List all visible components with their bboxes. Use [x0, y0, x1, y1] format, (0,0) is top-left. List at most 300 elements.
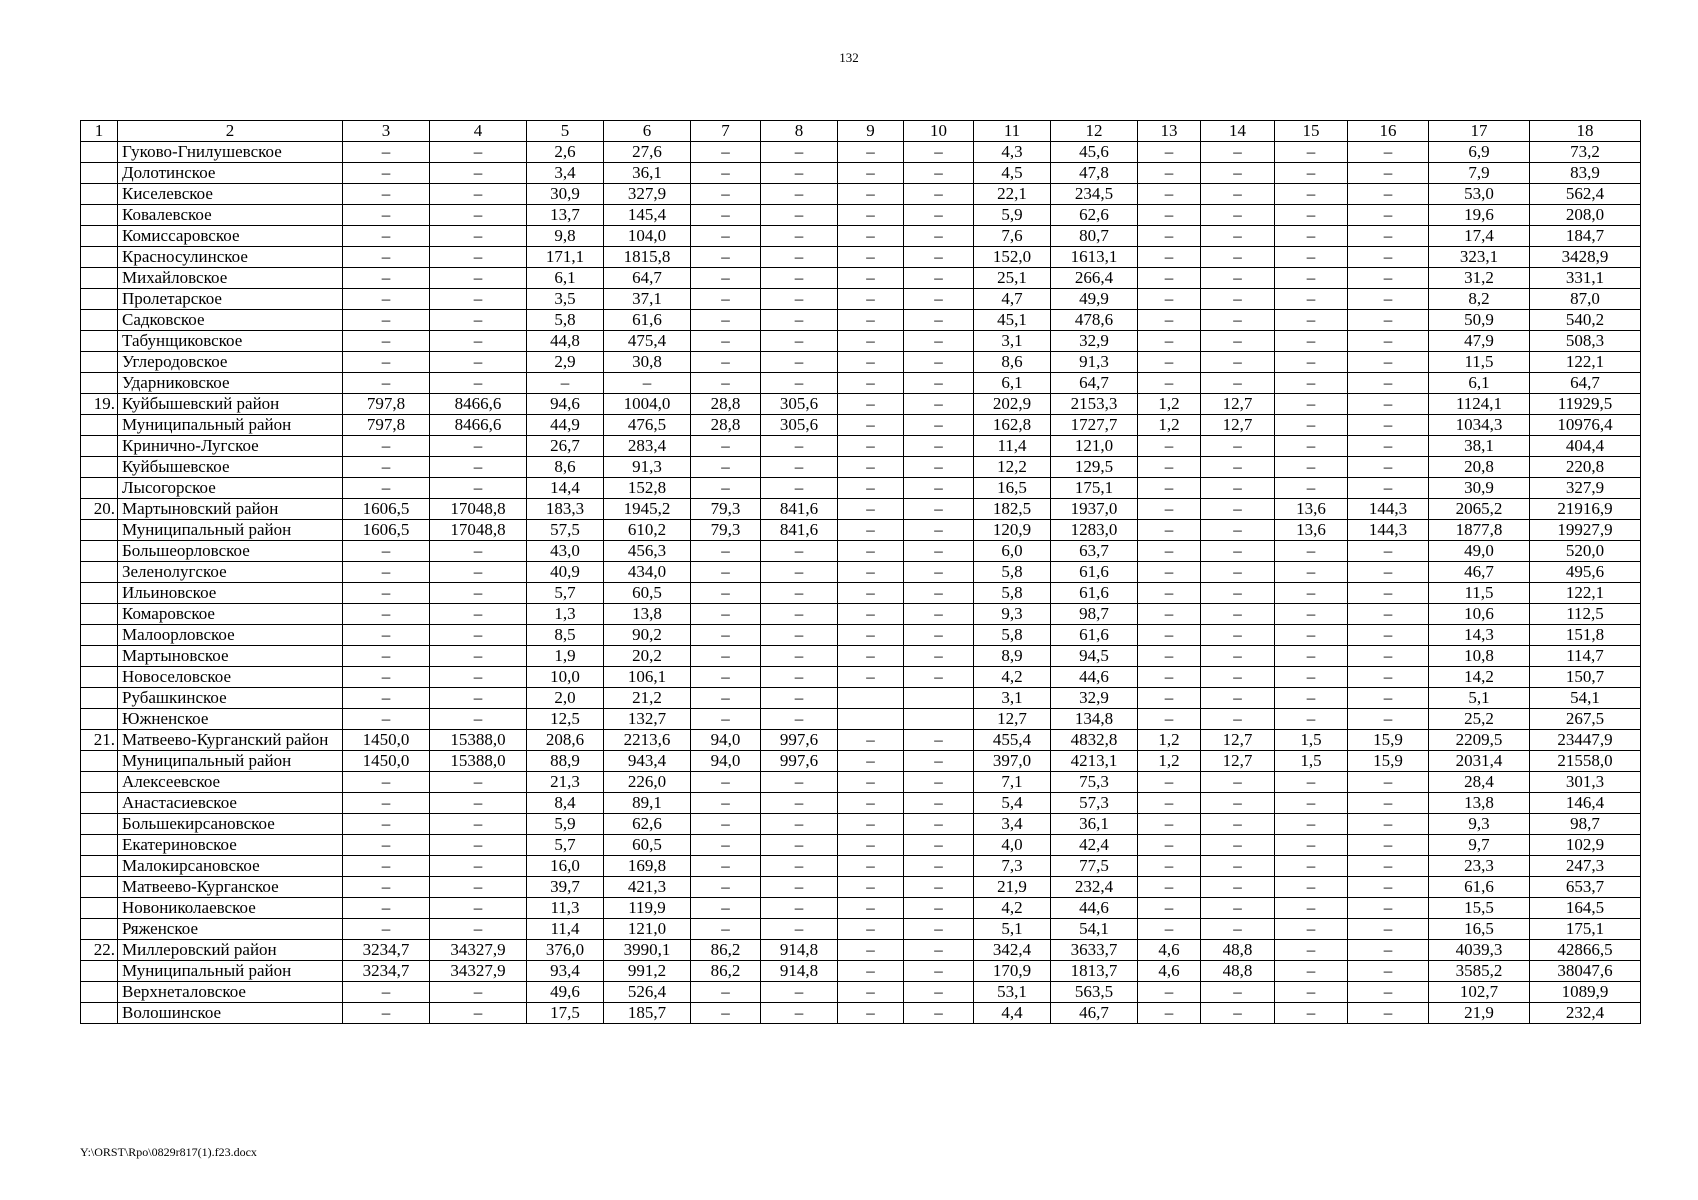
value-cell-col-10: – [904, 1003, 974, 1024]
value-cell-col-15: – [1275, 436, 1348, 457]
row-number-cell [81, 373, 118, 394]
value-cell-col-7: 86,2 [691, 940, 761, 961]
value-cell-col-17: 38,1 [1429, 436, 1530, 457]
value-cell-col-14: – [1201, 373, 1275, 394]
table-row [81, 268, 1641, 289]
value-cell-col-8: – [761, 709, 838, 730]
value-cell-col-8: – [761, 1003, 838, 1024]
row-number-cell: 20. [81, 499, 118, 520]
value-cell-col-13: – [1138, 562, 1201, 583]
value-cell-col-8: 305,6 [761, 415, 838, 436]
value-cell-col-17: 3585,2 [1429, 961, 1530, 982]
value-cell-col-10: – [904, 184, 974, 205]
value-cell-col-16: – [1348, 646, 1429, 667]
table-row [81, 940, 1641, 961]
value-cell-col-14: – [1201, 226, 1275, 247]
value-cell-col-14: 12,7 [1201, 415, 1275, 436]
value-cell-col-11: 8,6 [974, 352, 1051, 373]
value-cell-col-12: 44,6 [1051, 898, 1138, 919]
value-cell-col-4: 15388,0 [430, 730, 527, 751]
value-cell-col-10: – [904, 478, 974, 499]
row-name-cell: Рубашкинское [118, 688, 343, 709]
value-cell-col-8: – [761, 478, 838, 499]
value-cell-col-9: – [838, 877, 904, 898]
value-cell-col-13: – [1138, 646, 1201, 667]
value-cell-col-11: 7,3 [974, 856, 1051, 877]
table-row [81, 373, 1641, 394]
value-cell-col-3: – [343, 205, 430, 226]
value-cell-col-18: 232,4 [1530, 1003, 1641, 1024]
value-cell-col-7: – [691, 583, 761, 604]
value-cell-col-3: – [343, 604, 430, 625]
value-cell-col-6: 27,6 [604, 142, 691, 163]
value-cell-col-8: – [761, 142, 838, 163]
value-cell-col-16: – [1348, 856, 1429, 877]
value-cell-col-3: – [343, 667, 430, 688]
value-cell-col-13: – [1138, 793, 1201, 814]
value-cell-col-12: 1813,7 [1051, 961, 1138, 982]
row-number-cell [81, 457, 118, 478]
value-cell-col-17: 53,0 [1429, 184, 1530, 205]
row-name-cell: Ковалевское [118, 205, 343, 226]
row-name-cell: Южненское [118, 709, 343, 730]
value-cell-col-10: – [904, 667, 974, 688]
value-cell-col-4: 8466,6 [430, 394, 527, 415]
value-cell-col-9: – [838, 415, 904, 436]
value-cell-col-13: – [1138, 604, 1201, 625]
table-row [81, 541, 1641, 562]
value-cell-col-15: – [1275, 373, 1348, 394]
value-cell-col-8: – [761, 772, 838, 793]
value-cell-col-18: 114,7 [1530, 646, 1641, 667]
value-cell-col-16: – [1348, 940, 1429, 961]
row-name-cell: Ряженское [118, 919, 343, 940]
value-cell-col-8: – [761, 331, 838, 352]
value-cell-col-7: 86,2 [691, 961, 761, 982]
value-cell-col-12: 91,3 [1051, 352, 1138, 373]
value-cell-col-10: – [904, 352, 974, 373]
value-cell-col-10: – [904, 982, 974, 1003]
row-number-cell [81, 268, 118, 289]
row-name-cell: Комаровское [118, 604, 343, 625]
value-cell-col-10: – [904, 730, 974, 751]
value-cell-col-10: – [904, 814, 974, 835]
value-cell-col-6: 20,2 [604, 646, 691, 667]
value-cell-col-11: 170,9 [974, 961, 1051, 982]
value-cell-col-16: – [1348, 184, 1429, 205]
row-number-cell [81, 667, 118, 688]
value-cell-col-5: 30,9 [527, 184, 604, 205]
column-header-10: 10 [904, 121, 974, 142]
value-cell-col-18: 150,7 [1530, 667, 1641, 688]
value-cell-col-16: – [1348, 457, 1429, 478]
column-header-6: 6 [604, 121, 691, 142]
value-cell-col-11: 5,8 [974, 583, 1051, 604]
value-cell-col-3: – [343, 793, 430, 814]
value-cell-col-12: 3633,7 [1051, 940, 1138, 961]
value-cell-col-10: – [904, 268, 974, 289]
value-cell-col-9 [838, 688, 904, 709]
header-row [81, 121, 1641, 142]
value-cell-col-13: 1,2 [1138, 394, 1201, 415]
value-cell-col-18: 3428,9 [1530, 247, 1641, 268]
value-cell-col-8: 997,6 [761, 730, 838, 751]
value-cell-col-8: – [761, 814, 838, 835]
value-cell-col-4: 34327,9 [430, 961, 527, 982]
value-cell-col-18: 38047,6 [1530, 961, 1641, 982]
value-cell-col-6: 169,8 [604, 856, 691, 877]
row-name-cell: Большеорловское [118, 541, 343, 562]
value-cell-col-13: – [1138, 268, 1201, 289]
table-row [81, 184, 1641, 205]
row-number-cell [81, 625, 118, 646]
value-cell-col-16: – [1348, 331, 1429, 352]
value-cell-col-15: – [1275, 394, 1348, 415]
value-cell-col-18: 112,5 [1530, 604, 1641, 625]
value-cell-col-5: 39,7 [527, 877, 604, 898]
value-cell-col-17: 15,5 [1429, 898, 1530, 919]
value-cell-col-10: – [904, 205, 974, 226]
value-cell-col-14: – [1201, 877, 1275, 898]
value-cell-col-4: – [430, 247, 527, 268]
value-cell-col-6: 1945,2 [604, 499, 691, 520]
value-cell-col-10: – [904, 415, 974, 436]
value-cell-col-18: 208,0 [1530, 205, 1641, 226]
value-cell-col-17: 10,6 [1429, 604, 1530, 625]
table-row [81, 898, 1641, 919]
value-cell-col-11: 120,9 [974, 520, 1051, 541]
row-number-cell [81, 877, 118, 898]
value-cell-col-15: – [1275, 478, 1348, 499]
value-cell-col-4: – [430, 646, 527, 667]
value-cell-col-13: – [1138, 1003, 1201, 1024]
value-cell-col-16: – [1348, 289, 1429, 310]
value-cell-col-12: 42,4 [1051, 835, 1138, 856]
value-cell-col-6: 60,5 [604, 835, 691, 856]
value-cell-col-8: – [761, 226, 838, 247]
value-cell-col-9: – [838, 730, 904, 751]
value-cell-col-16: – [1348, 373, 1429, 394]
value-cell-col-11: 12,7 [974, 709, 1051, 730]
data-table [80, 120, 1641, 1024]
value-cell-col-14: – [1201, 856, 1275, 877]
row-name-cell: Табунщиковское [118, 331, 343, 352]
value-cell-col-8: – [761, 604, 838, 625]
value-cell-col-16: – [1348, 772, 1429, 793]
value-cell-col-4: – [430, 352, 527, 373]
value-cell-col-17: 47,9 [1429, 331, 1530, 352]
value-cell-col-8: – [761, 184, 838, 205]
value-cell-col-7: – [691, 919, 761, 940]
value-cell-col-8: – [761, 562, 838, 583]
value-cell-col-10: – [904, 751, 974, 772]
value-cell-col-3: – [343, 268, 430, 289]
row-name-cell: Алексеевское [118, 772, 343, 793]
value-cell-col-17: 9,3 [1429, 814, 1530, 835]
value-cell-col-15: – [1275, 709, 1348, 730]
value-cell-col-10: – [904, 835, 974, 856]
value-cell-col-11: 7,6 [974, 226, 1051, 247]
column-header-2: 2 [118, 121, 343, 142]
value-cell-col-18: 404,4 [1530, 436, 1641, 457]
value-cell-col-9: – [838, 646, 904, 667]
value-cell-col-15: – [1275, 142, 1348, 163]
value-cell-col-10: – [904, 604, 974, 625]
value-cell-col-13: – [1138, 499, 1201, 520]
value-cell-col-8: – [761, 898, 838, 919]
value-cell-col-16: – [1348, 961, 1429, 982]
value-cell-col-15: – [1275, 898, 1348, 919]
value-cell-col-6: 226,0 [604, 772, 691, 793]
value-cell-col-10: – [904, 499, 974, 520]
value-cell-col-9: – [838, 247, 904, 268]
value-cell-col-4: 34327,9 [430, 940, 527, 961]
row-name-cell: Муниципальный район [118, 751, 343, 772]
row-number-cell [81, 562, 118, 583]
value-cell-col-5: 8,5 [527, 625, 604, 646]
value-cell-col-9: – [838, 898, 904, 919]
value-cell-col-10: – [904, 793, 974, 814]
value-cell-col-7: – [691, 541, 761, 562]
value-cell-col-14: – [1201, 499, 1275, 520]
value-cell-col-4: – [430, 163, 527, 184]
row-name-cell: Киселевское [118, 184, 343, 205]
value-cell-col-18: 151,8 [1530, 625, 1641, 646]
value-cell-col-5: 44,8 [527, 331, 604, 352]
value-cell-col-5: 40,9 [527, 562, 604, 583]
row-number-cell [81, 478, 118, 499]
value-cell-col-17: 19,6 [1429, 205, 1530, 226]
value-cell-col-17: 46,7 [1429, 562, 1530, 583]
value-cell-col-13: – [1138, 478, 1201, 499]
value-cell-col-13: – [1138, 982, 1201, 1003]
value-cell-col-12: 61,6 [1051, 625, 1138, 646]
value-cell-col-9: – [838, 520, 904, 541]
value-cell-col-14: – [1201, 142, 1275, 163]
value-cell-col-16: 15,9 [1348, 751, 1429, 772]
value-cell-col-13: – [1138, 310, 1201, 331]
table-row [81, 646, 1641, 667]
row-number-cell [81, 814, 118, 835]
value-cell-col-14: – [1201, 352, 1275, 373]
value-cell-col-12: 61,6 [1051, 583, 1138, 604]
value-cell-col-15: 1,5 [1275, 730, 1348, 751]
row-name-cell: Анастасиевское [118, 793, 343, 814]
value-cell-col-5: 183,3 [527, 499, 604, 520]
value-cell-col-7: – [691, 352, 761, 373]
value-cell-col-14: 12,7 [1201, 730, 1275, 751]
value-cell-col-16: – [1348, 688, 1429, 709]
value-cell-col-5: 8,6 [527, 457, 604, 478]
value-cell-col-14: – [1201, 163, 1275, 184]
value-cell-col-11: 12,2 [974, 457, 1051, 478]
value-cell-col-3: – [343, 478, 430, 499]
value-cell-col-6: 610,2 [604, 520, 691, 541]
value-cell-col-11: 7,1 [974, 772, 1051, 793]
value-cell-col-6: 90,2 [604, 625, 691, 646]
value-cell-col-11: 4,3 [974, 142, 1051, 163]
value-cell-col-4: – [430, 1003, 527, 1024]
value-cell-col-6: 476,5 [604, 415, 691, 436]
value-cell-col-7: – [691, 247, 761, 268]
value-cell-col-14: – [1201, 919, 1275, 940]
value-cell-col-14: – [1201, 835, 1275, 856]
value-cell-col-13: – [1138, 877, 1201, 898]
row-name-cell: Михайловское [118, 268, 343, 289]
value-cell-col-11: 152,0 [974, 247, 1051, 268]
value-cell-col-12: 44,6 [1051, 667, 1138, 688]
value-cell-col-13: – [1138, 919, 1201, 940]
value-cell-col-11: 5,9 [974, 205, 1051, 226]
value-cell-col-3: – [343, 688, 430, 709]
value-cell-col-15: – [1275, 289, 1348, 310]
value-cell-col-4: – [430, 226, 527, 247]
column-header-5: 5 [527, 121, 604, 142]
value-cell-col-8: – [761, 436, 838, 457]
value-cell-col-17: 31,2 [1429, 268, 1530, 289]
value-cell-col-11: 16,5 [974, 478, 1051, 499]
column-header-16: 16 [1348, 121, 1429, 142]
value-cell-col-8: – [761, 625, 838, 646]
table-row [81, 856, 1641, 877]
value-cell-col-8: – [761, 793, 838, 814]
value-cell-col-16: – [1348, 394, 1429, 415]
row-number-cell [81, 142, 118, 163]
value-cell-col-9: – [838, 835, 904, 856]
value-cell-col-12: 77,5 [1051, 856, 1138, 877]
column-header-8: 8 [761, 121, 838, 142]
value-cell-col-6: 456,3 [604, 541, 691, 562]
table-row [81, 247, 1641, 268]
value-cell-col-11: 5,8 [974, 562, 1051, 583]
column-header-11: 11 [974, 121, 1051, 142]
value-cell-col-18: 562,4 [1530, 184, 1641, 205]
value-cell-col-18: 122,1 [1530, 583, 1641, 604]
value-cell-col-7: – [691, 310, 761, 331]
value-cell-col-17: 50,9 [1429, 310, 1530, 331]
value-cell-col-5: 3,4 [527, 163, 604, 184]
value-cell-col-13: – [1138, 856, 1201, 877]
row-number-cell [81, 226, 118, 247]
value-cell-col-18: 83,9 [1530, 163, 1641, 184]
value-cell-col-5: 8,4 [527, 793, 604, 814]
value-cell-col-8: 914,8 [761, 940, 838, 961]
value-cell-col-17: 21,9 [1429, 1003, 1530, 1024]
row-name-cell: Миллеровский район [118, 940, 343, 961]
value-cell-col-6: 104,0 [604, 226, 691, 247]
value-cell-col-5: – [527, 373, 604, 394]
value-cell-col-18: 21558,0 [1530, 751, 1641, 772]
value-cell-col-16: – [1348, 205, 1429, 226]
value-cell-col-12: 98,7 [1051, 604, 1138, 625]
value-cell-col-11: 397,0 [974, 751, 1051, 772]
value-cell-col-13: – [1138, 898, 1201, 919]
value-cell-col-11: 3,4 [974, 814, 1051, 835]
value-cell-col-7: 94,0 [691, 730, 761, 751]
value-cell-col-7: – [691, 331, 761, 352]
value-cell-col-15: – [1275, 646, 1348, 667]
table-row [81, 520, 1641, 541]
row-number-cell [81, 898, 118, 919]
table-row [81, 352, 1641, 373]
value-cell-col-9: – [838, 856, 904, 877]
value-cell-col-4: – [430, 457, 527, 478]
value-cell-col-17: 30,9 [1429, 478, 1530, 499]
table-row [81, 772, 1641, 793]
value-cell-col-15: – [1275, 625, 1348, 646]
value-cell-col-8: 841,6 [761, 520, 838, 541]
value-cell-col-5: 16,0 [527, 856, 604, 877]
value-cell-col-14: – [1201, 541, 1275, 562]
value-cell-col-13: – [1138, 373, 1201, 394]
value-cell-col-7: – [691, 457, 761, 478]
value-cell-col-11: 5,1 [974, 919, 1051, 940]
value-cell-col-12: 75,3 [1051, 772, 1138, 793]
value-cell-col-4: – [430, 583, 527, 604]
table-row [81, 226, 1641, 247]
value-cell-col-3: – [343, 226, 430, 247]
value-cell-col-18: 220,8 [1530, 457, 1641, 478]
value-cell-col-16: – [1348, 604, 1429, 625]
value-cell-col-16: – [1348, 310, 1429, 331]
table-row [81, 163, 1641, 184]
value-cell-col-10: – [904, 142, 974, 163]
value-cell-col-13: – [1138, 667, 1201, 688]
value-cell-col-17: 6,1 [1429, 373, 1530, 394]
value-cell-col-3: – [343, 835, 430, 856]
value-cell-col-8: – [761, 247, 838, 268]
value-cell-col-17: 20,8 [1429, 457, 1530, 478]
value-cell-col-16: – [1348, 541, 1429, 562]
value-cell-col-9: – [838, 163, 904, 184]
value-cell-col-9: – [838, 982, 904, 1003]
value-cell-col-9: – [838, 625, 904, 646]
value-cell-col-10: – [904, 919, 974, 940]
row-name-cell: Новоселовское [118, 667, 343, 688]
value-cell-col-5: 6,1 [527, 268, 604, 289]
value-cell-col-12: 1727,7 [1051, 415, 1138, 436]
value-cell-col-11: 4,2 [974, 898, 1051, 919]
value-cell-col-5: 11,4 [527, 919, 604, 940]
value-cell-col-12: 1937,0 [1051, 499, 1138, 520]
row-number-cell [81, 352, 118, 373]
column-header-12: 12 [1051, 121, 1138, 142]
value-cell-col-4: – [430, 289, 527, 310]
value-cell-col-17: 1877,8 [1429, 520, 1530, 541]
value-cell-col-15: – [1275, 919, 1348, 940]
column-header-17: 17 [1429, 121, 1530, 142]
value-cell-col-17: 7,9 [1429, 163, 1530, 184]
value-cell-col-15: – [1275, 856, 1348, 877]
value-cell-col-7: – [691, 289, 761, 310]
value-cell-col-8: – [761, 163, 838, 184]
value-cell-col-5: 57,5 [527, 520, 604, 541]
value-cell-col-10: – [904, 646, 974, 667]
value-cell-col-16: – [1348, 835, 1429, 856]
row-number-cell [81, 184, 118, 205]
value-cell-col-14: – [1201, 331, 1275, 352]
value-cell-col-12: 62,6 [1051, 205, 1138, 226]
value-cell-col-15: – [1275, 562, 1348, 583]
row-number-cell [81, 1003, 118, 1024]
value-cell-col-14: – [1201, 688, 1275, 709]
value-cell-col-17: 1034,3 [1429, 415, 1530, 436]
value-cell-col-5: 376,0 [527, 940, 604, 961]
value-cell-col-18: 10976,4 [1530, 415, 1641, 436]
value-cell-col-5: 26,7 [527, 436, 604, 457]
value-cell-col-7: – [691, 436, 761, 457]
value-cell-col-5: 1,3 [527, 604, 604, 625]
